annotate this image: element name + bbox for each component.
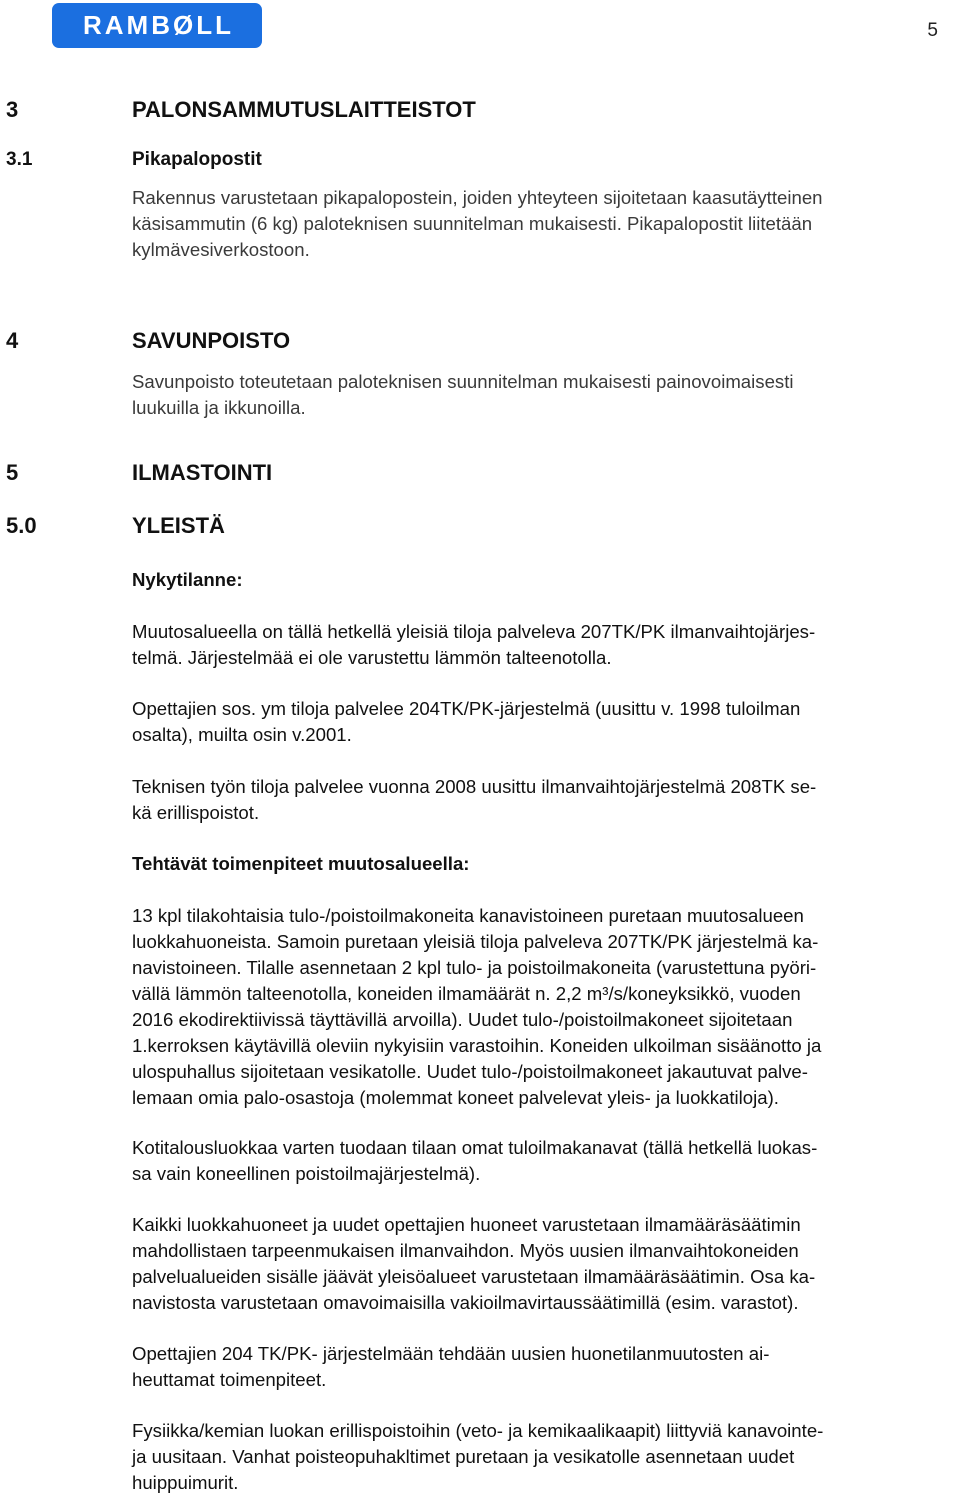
measures-heading: Tehtävät toimenpiteet muutosalueella: xyxy=(132,853,470,874)
section-4-title: SAVUNPOISTO xyxy=(132,328,291,353)
section-3-title: PALONSAMMUTUSLAITTEISTOT xyxy=(132,97,476,122)
measures-paragraph-3: Kaikki luokkahuoneet ja uudet opettajien huoneet varustetaan ilmamääräsäätimin mahdollistaen tarpeenmukaisen ilmanvaihdon. Myös uusien ilmanvaihtokoneiden palvelualueiden sisälle jäävät yleisöalueet varustetaan ilmamääräsäätimin. Osa ka- navistosta varustetaan omavoimaisilla vakioilmavirtaussäätimillä (esim. varastot). xyxy=(132,1214,816,1313)
section-3-1-paragraph: Rakennus varustetaan pikapalopostein, joiden yhteyteen sijoitetaan kaasutäytteinen käsisammutin (6 kg) paloteknisen suunnitelman mukaisesti. Pikapalopostit liitetään kylmävesiverkostoon. xyxy=(132,187,823,260)
section-3-number: 3 xyxy=(6,97,19,122)
current-state-paragraph-3: Teknisen työn tiloja palvelee vuonna 2008 uusittu ilmanvaihtojärjestelmä 208TK se- kä erillispoistot. xyxy=(132,776,817,823)
section-5-0-number: 5.0 xyxy=(6,513,37,538)
measures-paragraph-5: Fysiikka/kemian luokan erillispoistoihin (veto- ja kemikaalikaapit) liittyviä kanavointe- ja uusitaan. Vanhat poisteopuhakltimet puretaan ja vesikatolle asennetaan uudet huippuimurit. xyxy=(132,1420,824,1493)
measures-paragraph-2: Kotitalousluokkaa varten tuodaan tilaan omat tuloilmakanavat (tällä hetkellä luokas- sa vain koneellinen poistoilmajärjestelmä). xyxy=(132,1137,818,1184)
current-state-heading: Nykytilanne: xyxy=(132,569,243,590)
section-3-1-title: Pikapalopostit xyxy=(132,149,262,170)
section-5-number: 5 xyxy=(6,460,19,485)
ramboll-logo: RAMBØLL xyxy=(52,3,262,48)
section-3-1-number: 3.1 xyxy=(6,149,33,170)
current-state-paragraph-1: Muutosalueella on tällä hetkellä yleisiä tiloja palveleva 207TK/PK ilmanvaihtojärjes- telmä. Järjestelmää ei ole varustettu lämmön talteenotolla. xyxy=(132,621,816,668)
page-number: 5 xyxy=(927,20,938,41)
section-5-0-title: YLEISTÄ xyxy=(132,513,225,538)
section-4-number: 4 xyxy=(6,328,19,353)
section-5-title: ILMASTOINTI xyxy=(132,460,273,485)
measures-paragraph-4: Opettajien 204 TK/PK- järjestelmään tehdään uusien huonetilanmuutosten ai- heuttamat toimenpiteet. xyxy=(132,1343,770,1390)
measures-paragraph-1: 13 kpl tilakohtaisia tulo-/poistoilmakoneita kanavistoineen puretaan muutosalueen luokkahuoneista. Samoin puretaan yleisiä tiloja palveleva 207TK/PK järjestelmä ka- navistoineen. Tilalle asennetaan 2 kpl tulo- ja poistoilmakoneita (varustettuna pyöri- vällä lämmön talteenotolla, koneiden ilmamäärät n. 2,2 m³/s/koneyksikkö, vuoden 2016 ekodirektiivissä täyttävillä arvoilla). Uudet tulo-/poistoilmakoneet sijoitetaan 1.kerroksen käytävillä oleviin nykyisiin varastoihin. Koneiden ulkoilman sisäänotto ja ulospuhallus sijoitetaan vesikatolle. Uudet tulo-/poistoilmakoneet jakautuvat palve- lemaan omia palo-osastoja (molemmat koneet palvelevat yleis- ja luokkatiloja). xyxy=(132,905,822,1108)
current-state-paragraph-2: Opettajien sos. ym tiloja palvelee 204TK/PK-järjestelmä (uusittu v. 1998 tuloilman osalta), muilta osin v.2001. xyxy=(132,698,801,745)
section-4-paragraph: Savunpoisto toteutetaan paloteknisen suunnitelman mukaisesti painovoimaisesti luukuilla ja ikkunoilla. xyxy=(132,371,794,418)
